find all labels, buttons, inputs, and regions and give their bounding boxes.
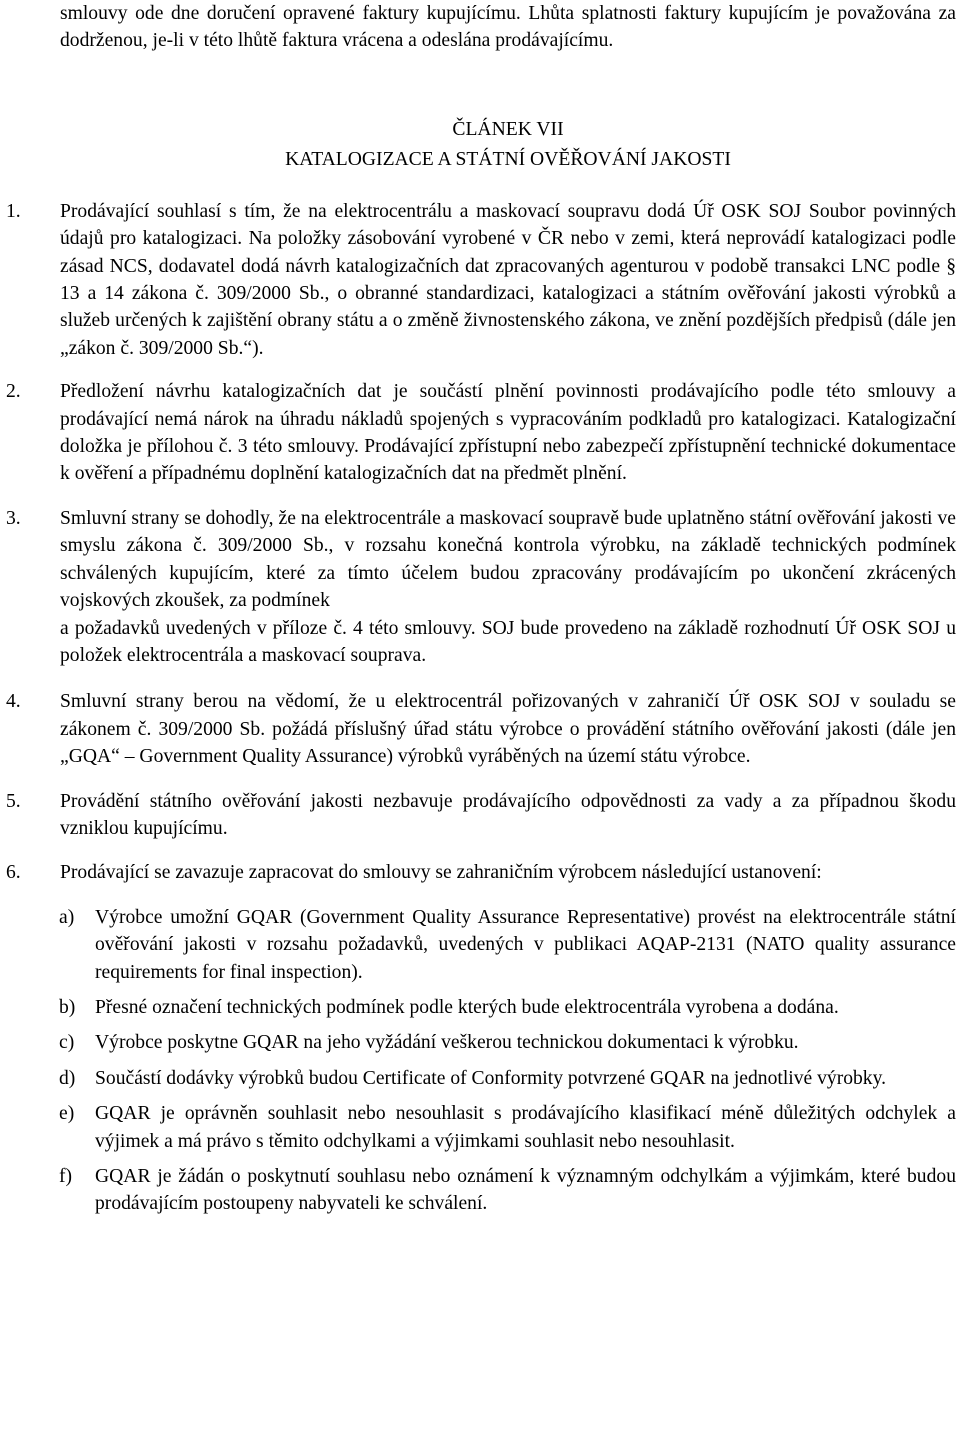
item-letter: d) xyxy=(59,1067,76,1089)
numbered-paragraph-2 xyxy=(6,378,956,488)
paragraph-number: 4. xyxy=(6,691,21,713)
item-text: Součástí dodávky výrobků budou Certificate of Conformity potvrzené GQAR na jednotlivé výrobky. xyxy=(95,1067,887,1089)
numbered-paragraph-4 xyxy=(6,688,956,770)
lettered-item-b xyxy=(59,994,956,1021)
paragraph-text: Prodávající souhlasí s tím, že na elektrocentrálu a maskovací soupravu dodá Úř OSK SOJ Soubor povinných údajů pro katalogizaci. Na položky zásobování vyrobené v ČR nebo v zemi, která neprovádí katalogizaci podle zásad NCS, dodavatel dodá návrh katalogizačních dat zpracovaných agenturou v podobě transakci LNC podle § 13 a 14 zákona č. 309/2000 Sb., o obranné standardizaci, katalogizaci a státním ověřování jakosti výrobků a služeb určených k zajištění obrany státu a o změně živnostenského zákona, ve znění pozdějších předpisů (dále jen „zákon č. 309/2000 Sb.“). xyxy=(60,200,956,359)
numbered-paragraph-1 xyxy=(6,198,956,362)
paragraph-text-part2: a požadavků uvedených v příloze č. 4 této smlouvy. SOJ bude provedeno na základě rozhodnutí Úř OSK SOJ u položek elektrocentrála a maskovací souprava. xyxy=(60,617,956,666)
numbered-paragraph-6 xyxy=(6,859,956,886)
article-title: KATALOGIZACE A STÁTNÍ OVĚŘOVÁNÍ JAKOSTI xyxy=(285,148,731,170)
paragraph-text: Provádění státního ověřování jakosti nezbavuje prodávajícího odpovědnosti za vady a za případnou škodu vzniklou kupujícímu. xyxy=(60,790,956,839)
item-text: Přesné označení technických podmínek podle kterých bude elektrocentrála vyrobena a dodána. xyxy=(95,996,839,1018)
item-letter: b) xyxy=(59,996,76,1018)
paragraph-number: 3. xyxy=(6,507,21,529)
item-text: Výrobce umožní GQAR (Government Quality Assurance Representative) provést na elektrocentrále státní ověřování jakosti v rozsahu požadavků, uvedených v publikaci AQAP-2131 (NATO quality assurance requirements for final inspection). xyxy=(95,906,956,983)
paragraph-text-part1: Smluvní strany se dohodly, že na elektrocentrále a maskovací soupravě bude uplatněno státní ověřování jakosti ve smyslu zákona č. 309/2000 Sb., v rozsahu konečná kontrola výrobku, na základě technických podmínek schválených kupujícím, které za tímto účelem budou zpracovány prodávajícím po ukončení zkrácených vojskových zkoušek, za podmínek xyxy=(60,507,956,612)
item-text: GQAR je oprávněn souhlasit nebo nesouhlasit s prodávajícího klasifikací méně důležitých odchylek a výjimek a má právo s těmito odchylkami a výjimkami souhlasit nebo nesouhlasit. xyxy=(95,1103,956,1152)
item-letter: a) xyxy=(59,906,75,928)
paragraph-number: 5. xyxy=(6,790,21,812)
item-letter: e) xyxy=(59,1103,75,1125)
lettered-item-d xyxy=(59,1065,956,1092)
lettered-item-a xyxy=(59,904,956,986)
paragraph-text: Předložení návrhu katalogizačních dat je součástí plnění povinnosti prodávajícího podle této smlouvy a prodávající nemá nárok na úhradu nákladů spojených s vypracováním podkladů pro katalogizaci. Katalogizační doložka je přílohou č. 3 této smlouvy. Prodávající zpřístupní nebo zabezpečí zpřístupnění technické dokumentace k ověření a případnému doplnění katalogizačních dat na předmět plnění. xyxy=(60,381,956,485)
lettered-item-e xyxy=(59,1100,956,1155)
item-text: GQAR je žádán o poskytnutí souhlasu nebo oznámení k významným odchylkám a výjimkám, které budou prodávajícím postoupeny nabyvateli ke schválení. xyxy=(95,1166,956,1215)
paragraph-number: 1. xyxy=(6,200,21,222)
document-page xyxy=(6,0,956,1218)
lettered-item-f xyxy=(59,1163,956,1218)
intro-paragraph: smlouvy ode dne doručení opravené faktury kupujícímu. Lhůta splatnosti faktury kupujícím je považována za dodrženou, je-li v této lhůtě faktura vrácena a odeslána prodávajícímu. xyxy=(60,3,956,52)
item-letter: f) xyxy=(59,1166,73,1187)
item-text: Výrobce poskytne GQAR na jeho vyžádání veškerou technickou dokumentaci k výrobku. xyxy=(95,1032,799,1054)
paragraph-number: 6. xyxy=(6,862,21,884)
paragraph-text: Smluvní strany berou na vědomí, že u elektrocentrál pořizovaných v zahraničí Úř OSK SOJ v souladu se zákonem č. 309/2000 Sb. požádá příslušný úřad státu výrobce o provádění státního ověřování jakosti (dále jen „GQA“ – Government Quality Assurance) výrobků vyráběných na území státu výrobce. xyxy=(60,691,956,768)
item-letter: c) xyxy=(59,1032,75,1054)
article-heading: ČLÁNEK VII xyxy=(452,118,564,140)
lettered-item-c xyxy=(59,1029,956,1056)
numbered-paragraph-5 xyxy=(6,788,956,843)
numbered-paragraph-3 xyxy=(6,505,956,669)
paragraph-text: Prodávající se zavazuje zapracovat do smlouvy se zahraničním výrobcem následující ustanovení: xyxy=(60,862,822,884)
paragraph-number: 2. xyxy=(6,381,21,403)
